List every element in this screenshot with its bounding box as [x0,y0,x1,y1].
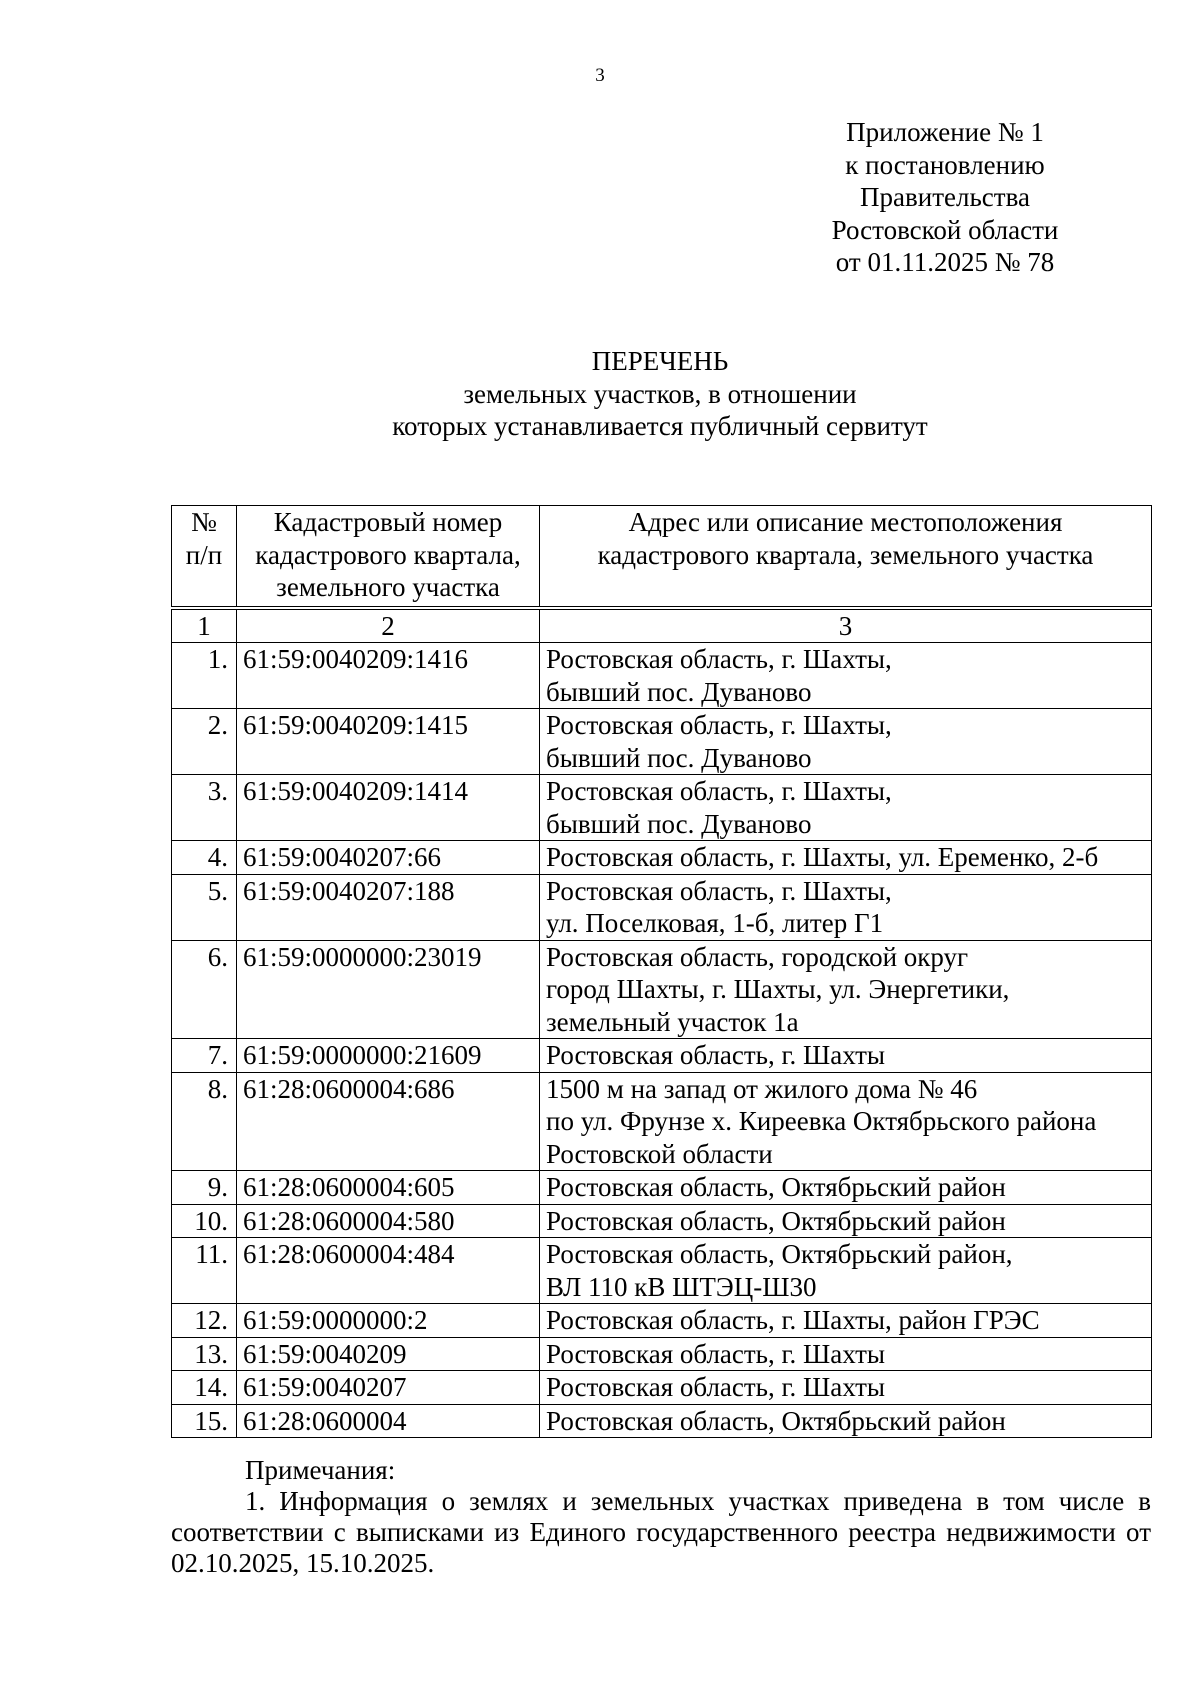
title-line: которых устанавливается публичный сервитут [392,411,928,441]
notes-section [171,1455,1151,1579]
header-num [172,506,237,608]
address-line: ВЛ 110 кВ ШТЭЦ-Ш30 [546,1271,817,1302]
table-row [172,874,1152,940]
address-cell [540,1337,1152,1371]
table-row [172,1371,1152,1405]
cadastral-number: 61:28:0600004:686 [237,1072,540,1171]
title-line: земельных участков, в отношении [463,378,857,409]
header-address [540,506,1152,608]
row-number: 14. [172,1371,237,1405]
address-line: Ростовская область, Октябрьский район, [546,1239,1013,1269]
address-cell [540,709,1152,775]
row-number: 1. [172,643,237,709]
cadastral-number: 61:59:0000000:21609 [237,1039,540,1073]
note-item: 1. Информация о землях и земельных участках приведена в том числе в соответствии с выписками из Единого государственного реестра недвижимости от 02.10.2025, 15.10.2025. [171,1486,1151,1578]
table-row [172,841,1152,875]
notes-title: Примечания: [245,1455,396,1485]
row-number: 9. [172,1171,237,1205]
address-cell [540,1238,1152,1304]
table-row [172,1171,1152,1205]
cadastral-number: 61:28:0600004:580 [237,1204,540,1238]
address-line: ул. Поселковая, 1-б, литер Г1 [546,908,884,938]
header-cadastral-line: кадастрового квартала, [255,539,521,570]
address-cell [540,1072,1152,1171]
land-plots-table [171,505,1152,1438]
address-cell [540,775,1152,841]
address-cell [540,1039,1152,1073]
header-address-line: Адрес или описание местоположения [628,507,1063,537]
address-line: Ростовская область, г. Шахты, [546,776,892,806]
row-number: 13. [172,1337,237,1371]
address-line: земельный участок 1а [546,1006,799,1037]
table-row [172,643,1152,709]
table-row [172,1072,1152,1171]
address-line: 1500 м на запад от жилого дома № 46 [546,1073,978,1104]
table-row [172,940,1152,1039]
address-line: Ростовская область, Октябрьский район [546,1172,1006,1202]
address-line: Ростовская область, г. Шахты [546,1372,886,1402]
cadastral-number: 61:28:0600004 [237,1404,540,1438]
row-number: 4. [172,841,237,875]
table-row [172,1404,1152,1438]
row-number: 11. [172,1238,237,1304]
cadastral-number: 61:59:0040207 [237,1371,540,1405]
row-number: 5. [172,874,237,940]
row-number: 2. [172,709,237,775]
document-title [0,345,1200,443]
cadastral-number: 61:59:0040209:1415 [237,709,540,775]
address-cell [540,874,1152,940]
address-line: Ростовская область, Октябрьский район [546,1405,1006,1436]
header-cadastral [237,506,540,608]
appendix-line: Правительства [860,182,1030,212]
cadastral-number: 61:28:0600004:605 [237,1171,540,1205]
address-cell [540,1171,1152,1205]
column-number: 2 [237,608,540,643]
table-header-row [172,506,1152,608]
column-number: 3 [540,608,1152,643]
row-number: 12. [172,1304,237,1338]
table-row [172,1304,1152,1338]
address-line: Ростовская область, г. Шахты, [546,644,892,674]
cadastral-number: 61:28:0600004:484 [237,1238,540,1304]
address-line: город Шахты, г. Шахты, ул. Энергетики, [546,974,1010,1004]
appendix-block [820,116,1070,279]
table-row [172,1238,1152,1304]
address-line: по ул. Фрунзе х. Киреевка Октябрьского района [546,1106,1097,1136]
address-line: бывший пос. Дуваново [546,808,812,839]
cadastral-number: 61:59:0040207:66 [237,841,540,875]
column-number: 1 [172,608,237,643]
table-row [172,1039,1152,1073]
address-cell [540,1371,1152,1405]
row-number: 3. [172,775,237,841]
address-line: Ростовская область, г. Шахты [546,1338,886,1369]
row-number: 6. [172,940,237,1039]
address-line: Ростовская область, г. Шахты, [546,710,892,740]
header-num-line: п/п [185,539,223,570]
page-number: 3 [595,65,605,86]
address-line: Ростовская область, городской округ [546,941,969,972]
address-line: Ростовской области [546,1138,773,1169]
row-number: 7. [172,1039,237,1073]
address-line: бывший пос. Дуваново [546,676,812,707]
header-address-line: кадастрового квартала, земельного участка [597,539,1094,570]
cadastral-number: 61:59:0040207:188 [237,874,540,940]
address-line: Ростовская область, г. Шахты, ул. Еременко, 2-б [546,842,1099,872]
address-line: Ростовская область, г. Шахты, [546,875,892,906]
row-number: 8. [172,1072,237,1171]
cadastral-number: 61:59:0000000:2 [237,1304,540,1338]
cadastral-number: 61:59:0040209:1414 [237,775,540,841]
address-cell [540,940,1152,1039]
table-row [172,1337,1152,1371]
title-heading: ПЕРЕЧЕНЬ [591,346,729,376]
row-number: 15. [172,1404,237,1438]
cadastral-number: 61:59:0000000:23019 [237,940,540,1039]
row-number: 10. [172,1204,237,1238]
table-row [172,709,1152,775]
appendix-line: от 01.11.2025 № 78 [835,247,1055,277]
header-cadastral-line: Кадастровый номер [273,507,503,537]
cadastral-number: 61:59:0040209 [237,1337,540,1371]
table-row [172,1204,1152,1238]
address-cell [540,1304,1152,1338]
address-line: бывший пос. Дуваново [546,742,812,773]
address-line: Ростовская область, г. Шахты [546,1040,886,1070]
address-line: Ростовская область, г. Шахты, район ГРЭС [546,1305,1040,1335]
address-line: Ростовская область, Октябрьский район [546,1205,1006,1236]
appendix-line: Приложение № 1 [846,117,1044,147]
appendix-line: Ростовской области [831,214,1059,245]
address-cell [540,1404,1152,1438]
address-cell [540,1204,1152,1238]
appendix-line: к постановлению [845,149,1045,180]
header-num-line: № [191,507,217,537]
table-row [172,775,1152,841]
address-cell [540,643,1152,709]
address-cell [540,841,1152,875]
header-cadastral-line: земельного участка [276,572,500,602]
cadastral-number: 61:59:0040209:1416 [237,643,540,709]
column-numbers-row [172,608,1152,643]
